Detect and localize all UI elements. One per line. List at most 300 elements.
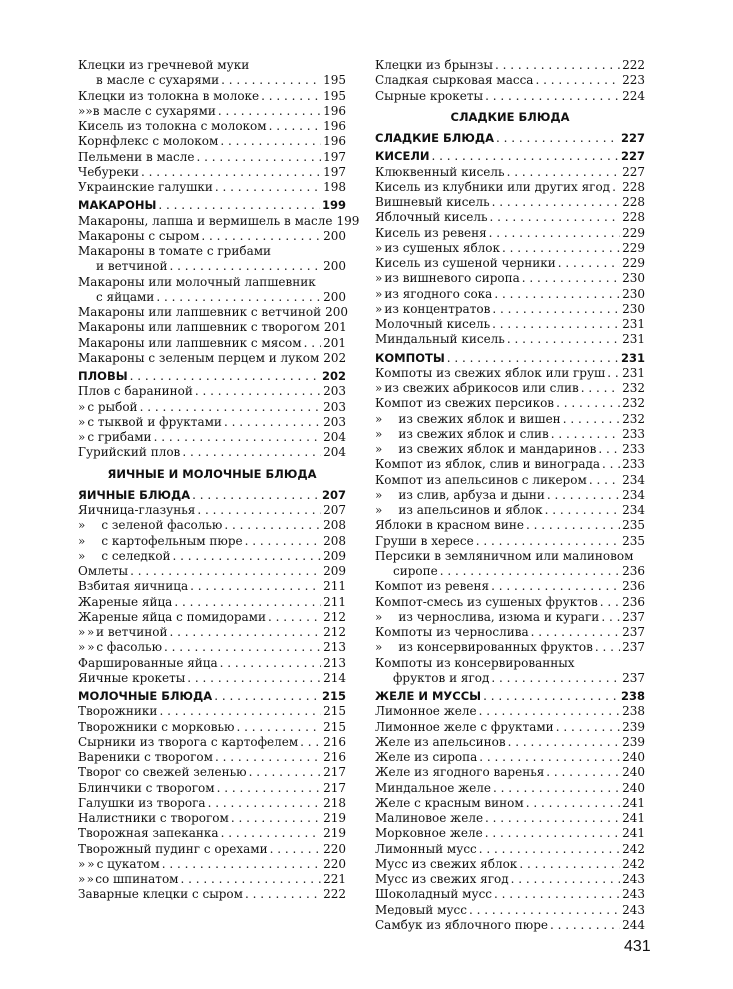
page-ref: 228 <box>622 210 645 225</box>
toc-entry-label <box>96 640 162 655</box>
toc-entry-label <box>375 872 509 887</box>
dot-leader <box>192 488 320 503</box>
toc-heading-label <box>375 689 481 704</box>
entry-title: Кисель из клубники или других ягод <box>375 179 611 194</box>
dot-leader <box>269 119 321 134</box>
entry-title: в масле с сухарями <box>92 103 216 118</box>
entry-title: Медовый мусс <box>375 902 467 917</box>
dot-leader <box>208 796 322 811</box>
dot-leader <box>181 872 322 887</box>
toc-entry-label <box>375 58 493 73</box>
toc-column-right <box>375 58 645 933</box>
page-ref: 196 <box>323 119 346 133</box>
toc-entry-label <box>85 518 222 533</box>
toc-entry-row <box>375 610 645 625</box>
dot-leader <box>479 704 621 719</box>
toc-entry-label <box>375 317 490 332</box>
toc-entry-label <box>375 396 554 411</box>
toc-entry-row <box>78 671 346 686</box>
dot-leader <box>224 518 321 533</box>
toc-entry-label <box>375 226 487 241</box>
entry-title: в масле с сухарями <box>96 73 220 88</box>
dot-leader <box>154 430 322 445</box>
toc-entry-row <box>375 765 645 780</box>
toc-entry-label <box>78 564 128 579</box>
toc-entry-label <box>375 473 587 488</box>
page-ref: 215 <box>323 719 346 734</box>
dot-leader <box>304 336 321 351</box>
page-ref: 240 <box>622 750 645 764</box>
dot-leader <box>492 317 620 332</box>
page-ref: 213 <box>323 655 346 670</box>
dot-leader <box>214 689 320 704</box>
page-ref: 233 <box>622 426 645 441</box>
page-ref: 232 <box>622 411 645 426</box>
toc-entry-label <box>78 119 267 134</box>
toc-entry-label <box>382 287 492 302</box>
page-ref: 227 <box>620 131 645 145</box>
entry-title: Творожная запеканка <box>78 826 219 841</box>
entry-title: Пельмени в масле <box>78 149 195 164</box>
page-ref: 208 <box>323 533 346 548</box>
toc-entry-label <box>375 781 491 796</box>
toc-entry-row <box>78 430 346 445</box>
toc-entry-row <box>78 351 346 366</box>
dot-leader <box>187 671 321 686</box>
entry-title: ПЛОВЫ <box>78 369 128 383</box>
toc-entry-label <box>382 302 490 317</box>
ditto-mark: » <box>78 430 86 444</box>
page-ref: 217 <box>323 780 346 795</box>
dot-leader <box>600 595 620 610</box>
page-ref: 204 <box>323 445 346 460</box>
dot-leader <box>173 549 322 564</box>
page-ref: 224 <box>622 88 645 103</box>
dot-leader <box>215 180 321 195</box>
dot-leader <box>215 750 321 765</box>
page-ref: 207 <box>321 487 346 502</box>
ditto-mark: » <box>375 381 383 395</box>
page-ref: 232 <box>622 381 645 395</box>
toc-entry-row <box>375 750 645 765</box>
toc-heading-row <box>78 198 346 213</box>
toc-entry-row <box>78 104 346 119</box>
entry-title: Блинчики с творогом <box>78 780 215 795</box>
dot-leader <box>601 610 620 625</box>
entry-title: Морковное желе <box>375 826 483 841</box>
entry-title: из сушеных яблок <box>384 240 501 255</box>
toc-entry-label <box>78 320 320 335</box>
toc-entry-label <box>78 781 215 796</box>
ditto-mark: » <box>78 103 86 118</box>
entry-title: Творожный пудинг с орехами <box>78 841 268 856</box>
page-ref: 213 <box>323 640 346 655</box>
toc-entry-label <box>78 765 247 780</box>
entry-title: из чернослива, изюма и кураги <box>398 609 600 624</box>
toc-entry-row <box>78 320 346 335</box>
toc-entry-row <box>78 445 346 460</box>
toc-entry-label <box>375 656 575 671</box>
entry-title: Компоты из консервированных <box>375 655 575 670</box>
toc-heading-label <box>375 149 430 164</box>
toc-entry-row <box>78 549 346 564</box>
section-title <box>78 467 346 482</box>
entry-title: Самбук из яблочного пюре <box>375 917 548 932</box>
entry-title: Желе из апельсинов <box>375 734 506 749</box>
toc-entry-row <box>78 887 346 902</box>
toc-entry-row <box>375 317 645 332</box>
toc-entry-row <box>78 842 346 857</box>
toc-entry-label <box>375 671 489 686</box>
page-ref: 234 <box>622 503 645 517</box>
toc-entry-label <box>78 704 157 719</box>
ditto-mark: » <box>375 426 383 441</box>
ditto-mark: » <box>375 640 383 655</box>
section-title-text: ЯИЧНЫЕ И МОЛОЧНЫЕ БЛЮДА <box>107 466 317 481</box>
dot-leader <box>479 842 620 857</box>
toc-entry-row <box>78 579 346 594</box>
ditto-mark: » <box>78 856 86 871</box>
page-ref: 244 <box>622 917 645 932</box>
ditto-mark: » <box>375 286 383 301</box>
page-ref: 237 <box>622 609 645 624</box>
section-title-text: СЛАДКИЕ БЛЮДА <box>450 109 570 124</box>
toc-entry-label <box>375 720 554 735</box>
toc-entry-label <box>382 271 519 286</box>
page-ref: 243 <box>622 872 645 886</box>
dot-leader <box>612 180 620 195</box>
toc-entry-label <box>375 457 600 472</box>
dot-leader <box>190 579 321 594</box>
toc-entry-row <box>78 275 346 290</box>
page-ref: 239 <box>622 719 645 734</box>
page-ref: 218 <box>323 795 346 810</box>
dot-leader <box>140 400 322 415</box>
entry-title: Макароны с зеленым перцем и луком <box>78 350 320 365</box>
toc-entry-label <box>382 412 560 427</box>
dot-leader <box>169 625 321 640</box>
entry-title: Компот из свежих персиков <box>375 396 555 411</box>
entry-title: Яичные крокеты <box>78 670 186 685</box>
dot-leader <box>201 229 321 244</box>
toc-entry-row <box>375 396 645 411</box>
toc-entry-row <box>375 671 645 686</box>
dot-leader <box>494 887 620 902</box>
page-ref: 231 <box>622 332 645 347</box>
toc-entry-label <box>78 89 259 104</box>
dot-leader <box>526 518 620 533</box>
ditto-mark: » <box>375 487 383 502</box>
page-ref: 200 <box>325 305 348 319</box>
entry-title: Клецки из гречневой муки <box>78 58 250 72</box>
entry-title: Вареники с творогом <box>78 750 213 764</box>
dot-leader <box>169 259 321 274</box>
toc-entry-row <box>375 872 645 887</box>
toc-heading-row <box>78 488 346 503</box>
toc-entry-row <box>78 857 346 872</box>
page-ref: 199 <box>336 213 360 228</box>
dot-leader <box>489 226 620 241</box>
toc-entry-row <box>375 826 645 841</box>
entry-title: Макароны или молочный лапшевник <box>78 274 316 289</box>
toc-entry-label <box>78 214 333 229</box>
dot-leader <box>508 735 621 750</box>
toc-entry-row <box>78 213 360 229</box>
toc-entry-row <box>375 271 645 286</box>
toc-entry-row <box>78 165 346 180</box>
entry-title: Шоколадный мусс <box>375 887 493 902</box>
toc-entry-row <box>375 579 645 594</box>
toc-entry-row <box>375 427 645 442</box>
dot-leader <box>602 457 620 472</box>
toc-entry-row <box>78 503 346 518</box>
toc-entry-row <box>78 290 346 305</box>
entry-title: из свежих яблок и слив <box>398 426 549 441</box>
toc-entry-row <box>375 442 645 457</box>
entry-title: Лимонное желе с фруктами <box>375 719 554 734</box>
toc-entry-label <box>382 503 542 518</box>
toc-entry-label <box>78 595 172 610</box>
toc-entry-label <box>375 534 474 549</box>
toc-entry-label <box>78 720 234 735</box>
dot-leader <box>245 887 321 902</box>
toc-heading-label <box>375 131 494 146</box>
toc-entry-row <box>78 640 346 655</box>
dot-leader <box>158 198 320 213</box>
toc-entry-row <box>375 842 645 857</box>
dot-leader <box>547 488 620 503</box>
dot-leader <box>221 826 322 841</box>
toc-entry-label <box>78 73 219 88</box>
page-ref: 196 <box>323 103 346 118</box>
entry-title: из свежих яблок и мандаринов <box>398 442 597 456</box>
toc-entry-row <box>375 918 645 933</box>
entry-title: Кисель из сушеной черники <box>375 256 556 270</box>
toc-entry-label <box>85 534 242 549</box>
page-ref: 227 <box>620 149 645 164</box>
toc-entry-row <box>78 119 346 134</box>
page-ref: 216 <box>323 734 346 749</box>
page-ref: 201 <box>323 335 346 350</box>
toc-entry-row <box>375 366 645 381</box>
dot-leader <box>300 735 321 750</box>
ditto-mark: » <box>78 640 86 655</box>
page-ref: 215 <box>323 704 346 719</box>
entry-title: Макароны или лапшевник с мясом <box>78 335 302 350</box>
page-ref: 231 <box>622 317 645 331</box>
toc-entry-label <box>78 445 180 460</box>
entry-title: Клюквенный кисель <box>375 164 505 179</box>
toc-entry-row <box>78 781 346 796</box>
dot-leader <box>492 195 620 210</box>
page-ref: 197 <box>323 149 346 164</box>
dot-leader <box>141 165 321 180</box>
entry-title: Груши в хересе <box>375 533 474 548</box>
entry-title: Сырные крокеты <box>375 88 484 103</box>
toc-entry-label <box>96 625 167 640</box>
ditto-mark: » <box>86 872 94 886</box>
dot-leader <box>531 625 620 640</box>
toc-entry-label <box>382 241 500 256</box>
ditto-mark: » <box>375 271 383 286</box>
toc-entry-row <box>78 872 346 887</box>
ditto-mark: » <box>78 625 86 639</box>
dot-leader <box>495 58 620 73</box>
entry-title: ЖЕЛЕ И МУССЫ <box>375 689 482 703</box>
toc-entry-row <box>78 305 346 320</box>
toc-heading-row <box>375 131 645 146</box>
toc-entry-label <box>382 610 599 625</box>
entry-title: из вишневого сиропа <box>384 271 520 286</box>
toc-entry-label <box>85 549 170 564</box>
toc-entry-row <box>78 796 346 811</box>
toc-entry-label <box>375 625 529 640</box>
toc-entry-label <box>382 640 593 655</box>
dot-leader <box>447 351 619 366</box>
toc-entry-row <box>375 488 645 503</box>
page-ref: 234 <box>622 472 645 487</box>
toc-entry-label <box>375 903 467 918</box>
toc-entry-row <box>375 720 645 735</box>
entry-title: Корнфлекс с молоком <box>78 134 219 149</box>
toc-entry-row <box>375 625 645 640</box>
dot-leader <box>492 302 620 317</box>
dot-leader <box>546 765 620 780</box>
entry-title: и ветчиной <box>96 259 168 274</box>
entry-title: Лимонное желе <box>375 704 477 719</box>
page-ref: 228 <box>622 179 645 194</box>
toc-entry-row <box>78 259 346 274</box>
toc-entry-label <box>382 442 596 457</box>
page-ref: 242 <box>622 856 645 871</box>
page-ref: 230 <box>622 301 645 316</box>
ditto-mark: » <box>78 872 86 886</box>
toc-entry-row <box>78 564 346 579</box>
toc-entry-label <box>375 89 483 104</box>
toc-entry-row <box>375 226 645 241</box>
entry-title: сиропе <box>393 564 438 578</box>
toc-entry-label <box>375 918 548 933</box>
toc-entry-label <box>382 427 548 442</box>
toc-entry-row <box>375 180 645 195</box>
entry-title: Малиновое желе <box>375 811 484 825</box>
page-ref: 200 <box>323 259 346 274</box>
toc-entry-row <box>375 89 645 104</box>
toc-entry-row <box>375 287 645 302</box>
toc-entry-label <box>85 430 151 445</box>
dot-leader <box>496 131 619 146</box>
toc-entry-row <box>78 89 346 104</box>
toc-entry-row <box>78 336 346 351</box>
entry-title: Творог со свежей зеленью <box>78 765 247 780</box>
ditto-mark: » <box>87 640 95 655</box>
toc-heading-row <box>375 689 645 704</box>
toc-entry-row <box>375 412 645 427</box>
toc-entry-label <box>375 765 544 780</box>
entry-title: Заварные клецки с сыром <box>78 887 243 902</box>
page-ref: 229 <box>622 256 645 270</box>
toc-heading-label <box>78 198 156 213</box>
toc-entry-label <box>375 195 490 210</box>
toc-entry-label <box>78 750 213 765</box>
dot-leader <box>217 781 322 796</box>
page-ref: 233 <box>622 442 645 456</box>
toc-entry-label <box>78 336 302 351</box>
toc-entry-label <box>375 165 505 180</box>
page-ref: 243 <box>622 902 645 917</box>
toc-entry-row <box>375 518 645 533</box>
page-ref: 195 <box>323 88 346 103</box>
toc-entry-row <box>78 384 346 399</box>
page-ref: 241 <box>622 811 645 825</box>
page-ref: 231 <box>620 350 645 365</box>
entry-title: Чебуреки <box>78 164 139 179</box>
entry-title: фруктов и ягод <box>393 670 490 685</box>
page-ref: 238 <box>620 689 645 703</box>
dot-leader <box>268 610 321 625</box>
page-ref: 207 <box>323 503 346 517</box>
toc-entry-label <box>375 887 492 902</box>
toc-entry-label <box>375 73 533 88</box>
dot-leader <box>526 796 620 811</box>
toc-entry-label <box>78 58 249 73</box>
entry-title: Мусс из свежих ягод <box>375 872 509 886</box>
toc-entry-row <box>78 735 346 750</box>
toc-entry-label <box>375 811 483 826</box>
dot-leader <box>261 89 321 104</box>
page-ref: 235 <box>622 518 645 533</box>
toc-entry-label <box>78 887 243 902</box>
dot-leader <box>485 811 620 826</box>
page-ref: 232 <box>622 396 645 411</box>
toc-entry-label <box>78 811 229 826</box>
toc-entry-label <box>375 366 605 381</box>
section-title <box>375 110 645 125</box>
page-ref: 200 <box>323 289 346 304</box>
toc-entry-label <box>375 842 477 857</box>
dot-leader <box>581 381 620 396</box>
toc-entry-label <box>78 305 321 320</box>
page-ref: 230 <box>622 286 645 301</box>
toc-entry-row <box>375 503 645 518</box>
page-ref: 229 <box>622 225 645 240</box>
toc-entry-row <box>78 73 346 88</box>
dot-leader <box>595 640 620 655</box>
entry-title: МАКАРОНЫ <box>78 198 157 213</box>
toc-entry-label <box>78 351 319 366</box>
entry-title: Клецки из брынзы <box>375 58 493 72</box>
dot-leader <box>493 781 620 796</box>
toc-entry-row <box>375 549 645 564</box>
toc-entry-row <box>78 229 346 244</box>
page-ref: 196 <box>323 134 346 149</box>
dot-leader <box>164 640 321 655</box>
page-ref: 223 <box>622 73 645 88</box>
toc-entry-row <box>375 457 645 472</box>
page-ref: 240 <box>622 765 645 780</box>
dot-leader <box>221 73 321 88</box>
toc-entry-label <box>85 400 137 415</box>
toc-entry-label <box>93 104 216 119</box>
toc-entry-row <box>375 73 645 88</box>
entry-title: Творожники <box>78 704 158 719</box>
toc-entry-row <box>78 625 346 640</box>
entry-title: из свежих абрикосов или слив <box>384 381 579 395</box>
dot-leader <box>502 241 620 256</box>
entry-title: с картофельным пюре <box>101 533 243 548</box>
entry-title: СЛАДКИЕ БЛЮДА <box>375 131 494 145</box>
ditto-mark: » <box>375 301 383 316</box>
